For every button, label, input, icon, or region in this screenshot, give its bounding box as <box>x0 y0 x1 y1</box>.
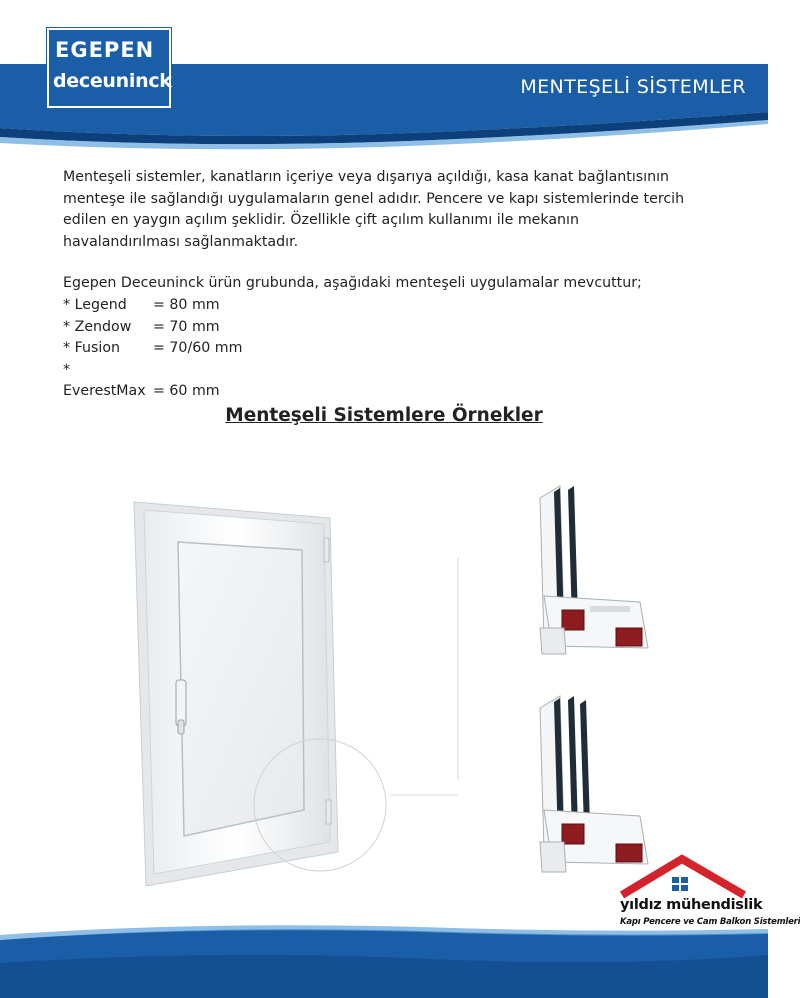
intro-line: havalandırılması sağlanmaktadır. <box>63 233 299 250</box>
profile-section-top <box>520 478 670 668</box>
list-item: * EverestMax = 60 mm <box>63 361 220 399</box>
egepen-deceuninck-logo <box>47 28 171 108</box>
list-item: * Fusion = 70/60 mm <box>63 340 243 356</box>
brand-name: yıldız mühendislik <box>620 897 763 913</box>
intro-paragraph <box>63 167 703 253</box>
intro-line: menteşe ile sağlandığı uygulamaların genel adıdır. Pencere ve kapı sistemlerinde tercih <box>63 190 685 207</box>
window-illustration <box>120 480 420 900</box>
list-item: * Legend = 80 mm <box>63 297 220 313</box>
yildiz-muhendislik-logo <box>616 855 800 935</box>
page-title: MENTEŞELİ SİSTEMLER <box>520 76 746 98</box>
spec-list <box>63 295 243 399</box>
products-lead: Egepen Deceuninck ürün grubunda, aşağıdaki menteşeli uygulamalar mevcuttur; <box>63 275 642 291</box>
logo-wordmark-egepen: EGEPEN <box>55 38 155 62</box>
list-item: * Zendow = 70 mm <box>63 318 220 335</box>
brand-tagline: Kapı Pencere ve Cam Balkon Sistemleri <box>620 917 800 927</box>
house-roof-icon <box>616 855 768 901</box>
intro-line: Menteşeli sistemler, kanatların içeriye veya dışarıya açıldığı, kasa kanat bağlantısının <box>63 169 670 185</box>
examples-heading: Menteşeli Sistemlere Örnekler <box>225 405 543 426</box>
logo-wordmark-deceuninck: deceuninck <box>53 70 172 92</box>
intro-line: edilen en yaygın açılım şeklidir. Özellikle çift açılım kullanımı ile mekanın <box>63 212 579 228</box>
